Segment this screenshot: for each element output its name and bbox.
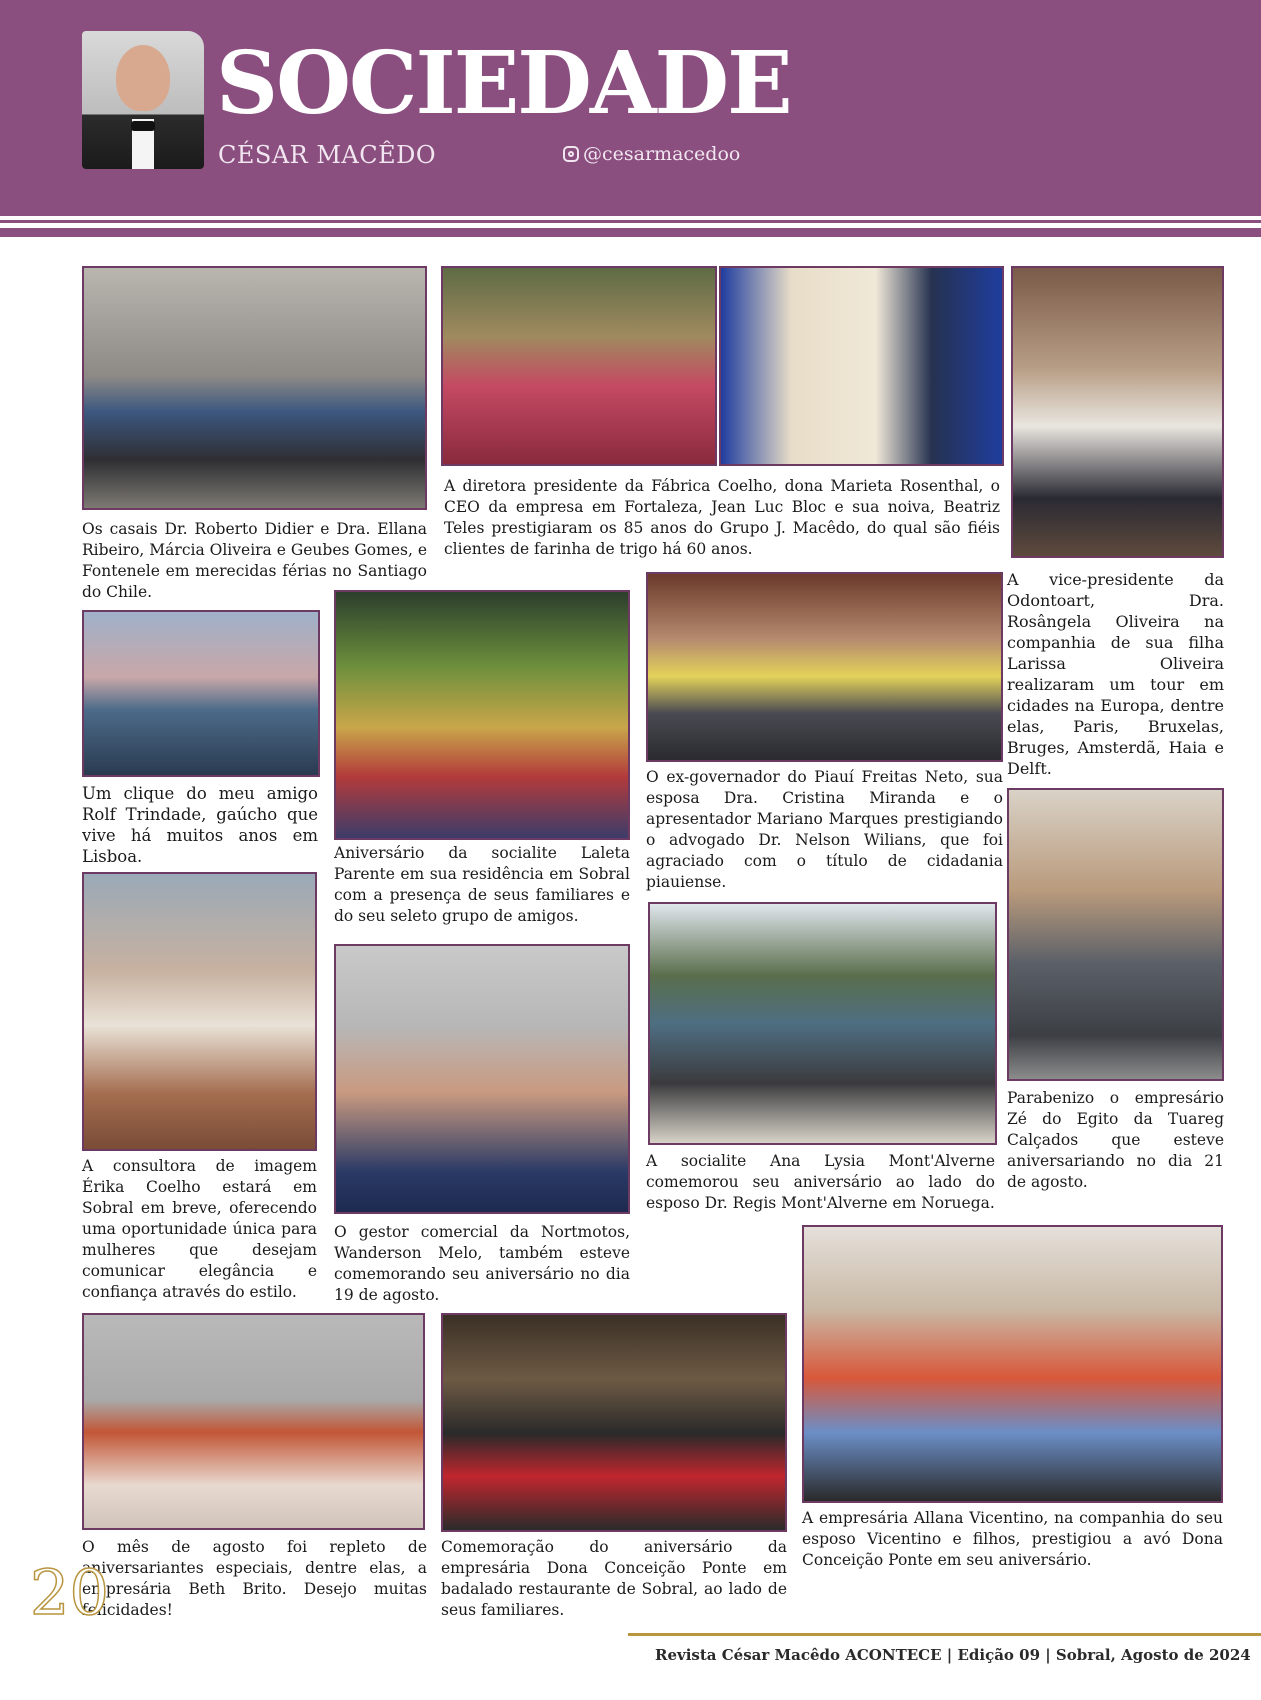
header-rule-thick [0,228,1261,237]
caption-ana-lysia: A socialite Ana Lysia Mont'Alverne comemorou seu aniversário ao lado do esposo Dr. Regis Mont'Alverne em Noruega. [646,1152,995,1212]
photo-ana-lysia [648,902,997,1145]
caption-erika: A consultora de imagem Érika Coelho estará em Sobral em breve, oferecendo uma oportunidade única para mulheres que desejam comunicar elegância e confiança através do estilo. [82,1157,317,1301]
caption-beth-brito: O mês de agosto foi repleto de aniversariantes especiais, dentre elas, a empresária Beth Brito. Desejo muitas felicidades! [82,1538,427,1619]
footer-credit: Revista César Macêdo ACONTECE | Edição 09 | Sobral, Agosto de 2024 [655,1646,1251,1664]
columnist-photo [82,31,204,169]
caption-fabrica-coelho: A diretora presidente da Fábrica Coelho, dona Marieta Rosenthal, o CEO da empresa em Fortaleza, Jean Luc Bloc e sua noiva, Beatriz Teles prestigiaram os 85 anos do Grupo J. Macêdo, do qual são fiéis clientes de farinha de trigo há 60 anos. [444,477,1000,558]
photo-beth-brito [82,1313,425,1530]
photo-allana [802,1225,1223,1503]
header-rule [0,220,1261,223]
caption-allana: A empresária Allana Vicentino, na companhia do seu esposo Vicentino e filhos, prestigiou a avó Dona Conceição Ponte em seu aniversário. [802,1509,1223,1569]
header-banner [0,0,1261,216]
caption-ferias-chile: Os casais Dr. Roberto Didier e Dra. Ellana Ribeiro, Márcia Oliveira e Geubes Gomes, e Fontenele em merecidas férias no Santiago do Chile. [82,520,427,601]
photo-fabrica-coelho-1 [441,266,717,466]
instagram-icon [563,146,579,162]
instagram-handle[interactable] [563,143,740,165]
photo-fabrica-coelho-2 [719,266,1004,466]
caption-rolf: Um clique do meu amigo Rolf Trindade, gaúcho que vive há muitos anos em Lisboa. [82,784,318,866]
columnist-name: CÉSAR MACÊDO [218,141,437,169]
caption-odontoart: A vice-presidente da Odontoart, Dra. Rosângela Oliveira na companhia de sua filha Larissa Oliveira realizaram um tour em cidades na Europa, dentre elas, Paris, Bruxelas, Bruges, Amsterdã, Haia e Delft. [1007,570,1224,778]
photo-odontoart [1011,266,1224,558]
footer-rule [628,1633,1261,1636]
caption-freitas-neto: O ex-governador do Piauí Freitas Neto, sua esposa Dra. Cristina Miranda e o apresentador Mariano Marques prestigiando o advogado Dr. Nelson Wilians, que foi agraciado com o título de cidadania piauiense. [646,768,1003,891]
page-title: SOCIEDADE [216,33,791,134]
photo-erika [82,872,317,1151]
photo-ze-egito [1007,788,1224,1081]
photo-laleta [334,590,630,840]
photo-wanderson [334,944,630,1214]
caption-conceicao: Comemoração do aniversário da empresária Dona Conceição Ponte em badalado restaurante de Sobral, ao lado de seus familiares. [441,1538,787,1619]
photo-rolf [82,610,320,777]
photo-ferias-chile [82,266,427,510]
caption-ze-egito: Parabenizo o empresário Zé do Egito da Tuareg Calçados que esteve aniversariando no dia 21 de agosto. [1007,1089,1224,1191]
photo-conceicao [441,1313,787,1532]
photo-freitas-neto [646,572,1003,762]
instagram-handle-text: @cesarmacedoo [583,143,741,165]
caption-wanderson: O gestor comercial da Nortmotos, Wanderson Melo, também esteve comemorando seu aniversário no dia 19 de agosto. [334,1223,630,1304]
page-number: 20 [30,1556,109,1629]
caption-laleta: Aniversário da socialite Laleta Parente em sua residência em Sobral com a presença de seus familiares e do seu seleto grupo de amigos. [334,844,630,925]
